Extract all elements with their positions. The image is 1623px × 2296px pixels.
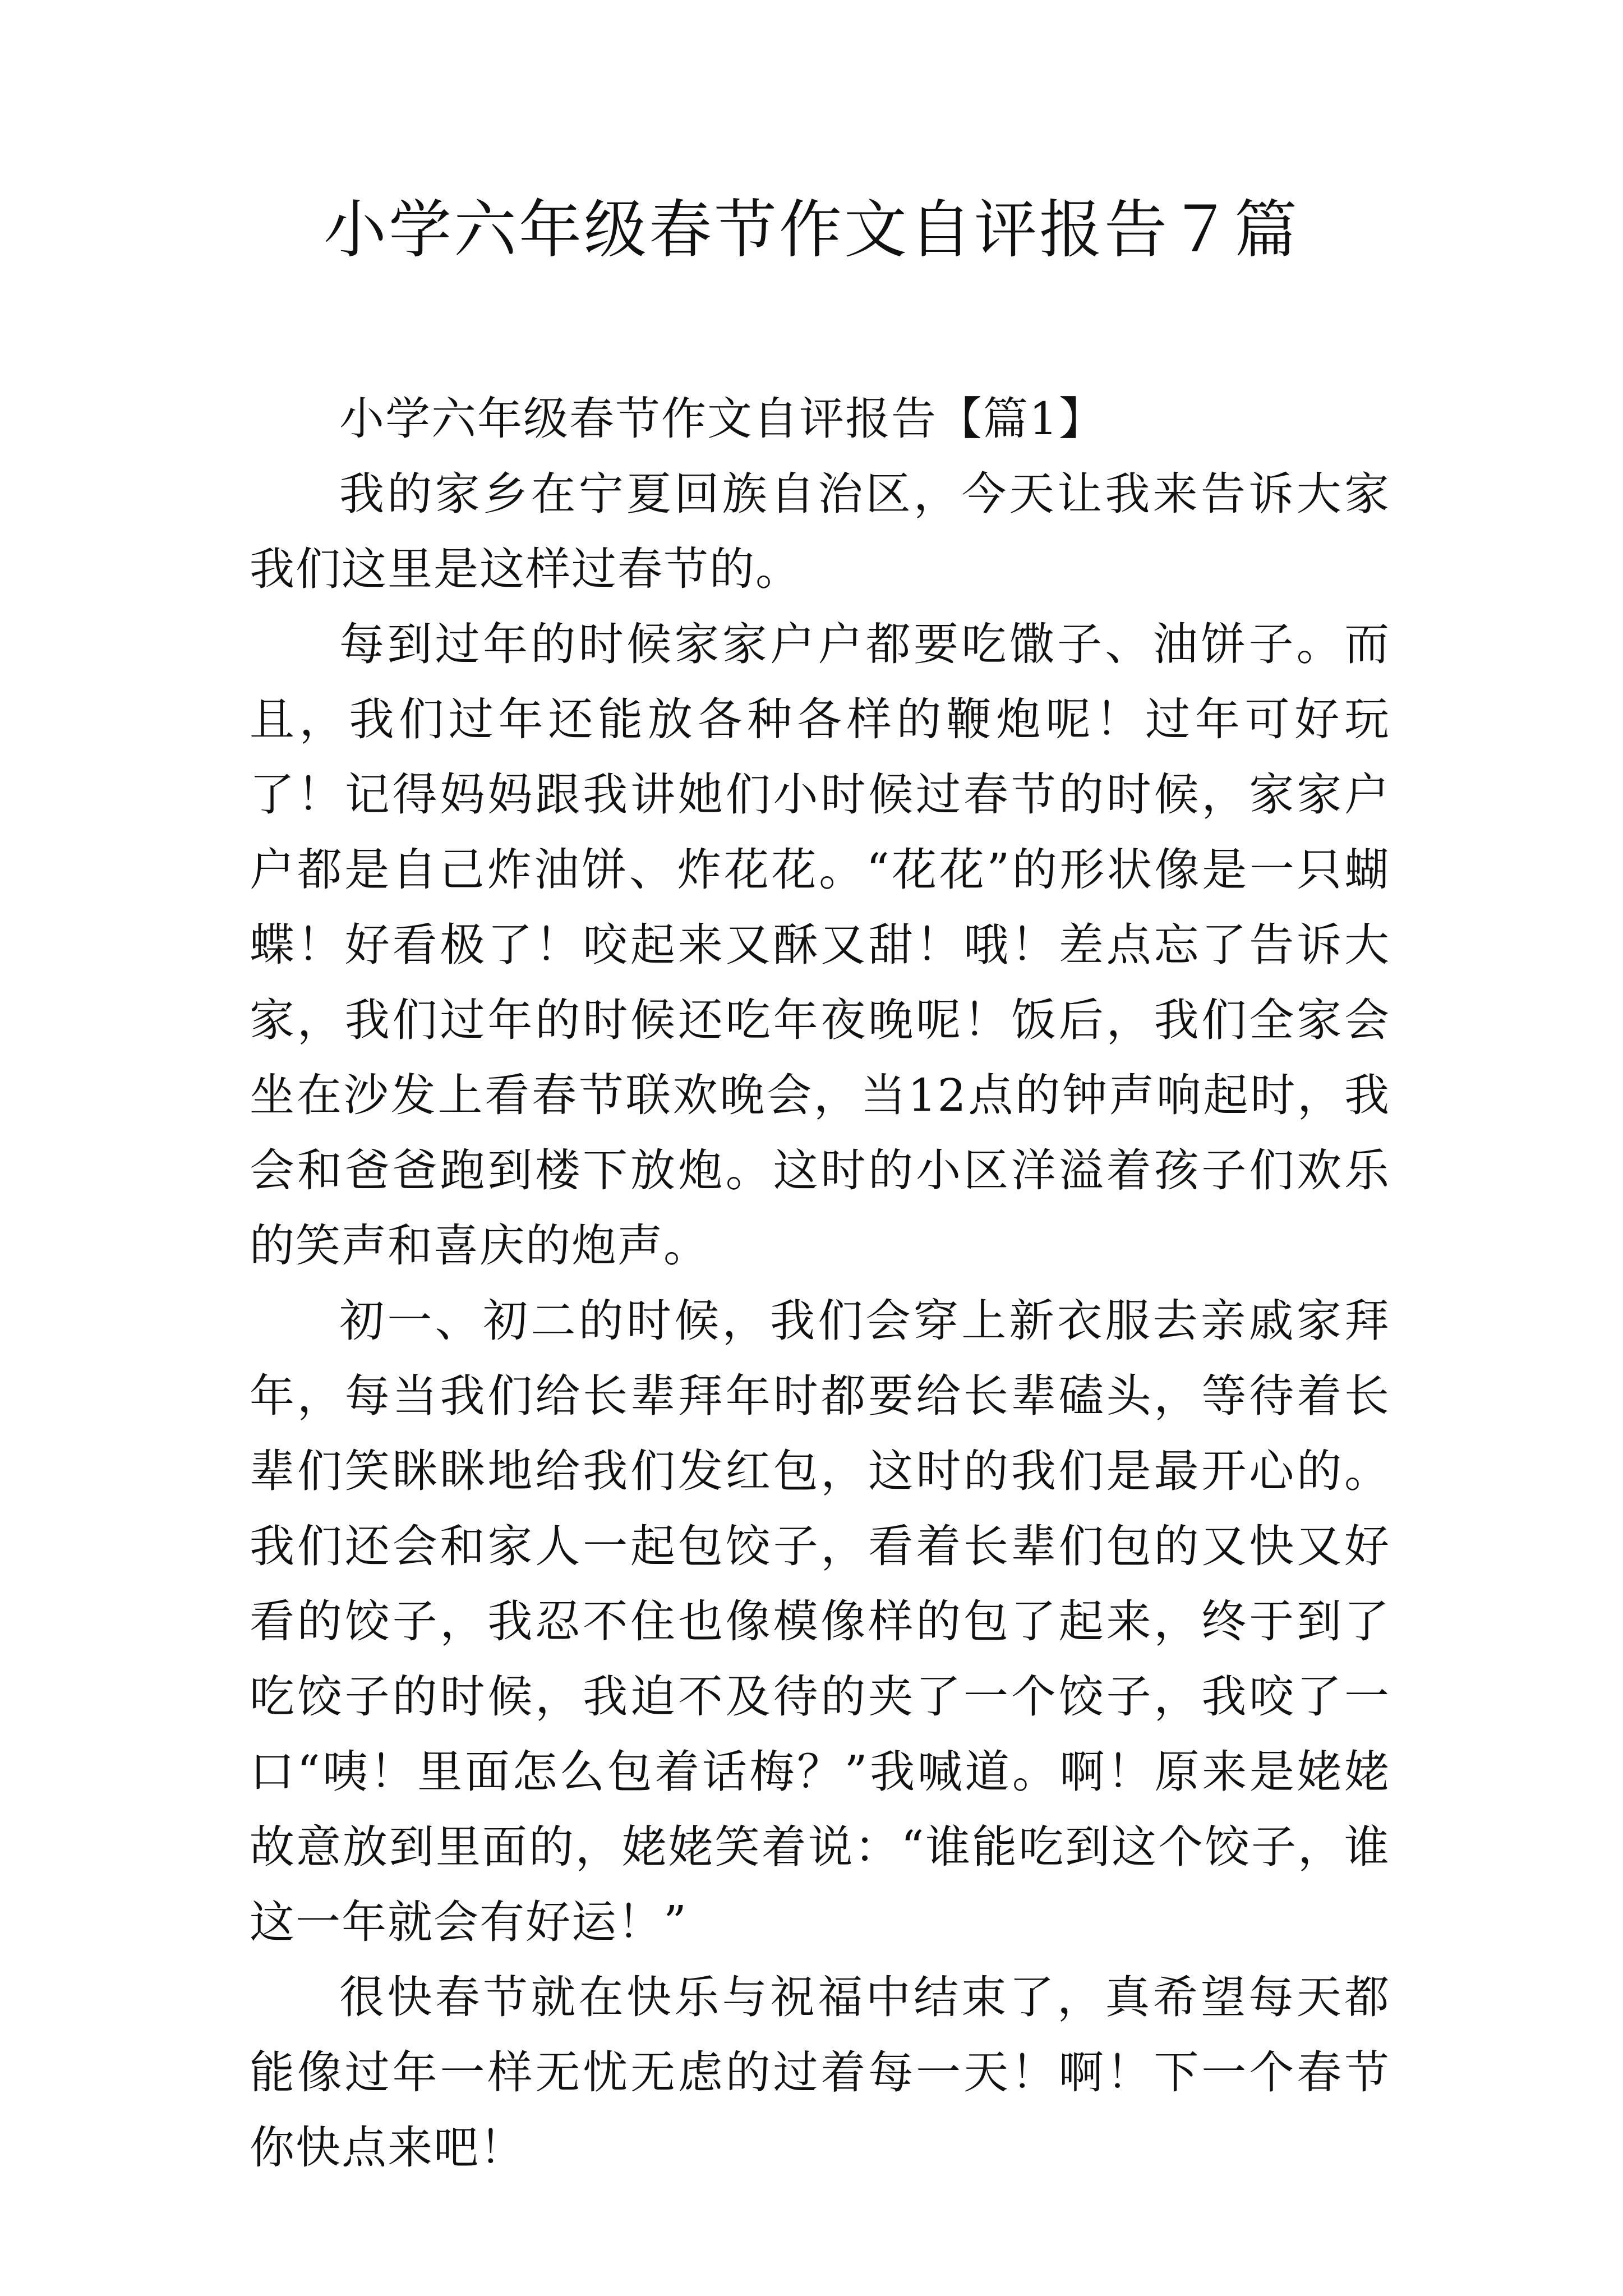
document-title: 小学六年级春节作文自评报告７篇	[324, 194, 1299, 266]
paragraph: 很快春节就在快乐与祝福中结束了，真希望每天都能像过年一样无忧无虑的过着每一天！啊！下一个春节你快点来吧！	[250, 1971, 1390, 2174]
section-heading: 小学六年级春节作文自评报告【篇1】	[339, 393, 1105, 445]
paragraph: 初一、初二的时候，我们会穿上新衣服去亲戚家拜年，每当我们给长辈拜年时都要给长辈磕头，等待着长辈们笑眯眯地给我们发红包，这时的我们是最开心的。我们还会和家人一起包饺子，看着长辈们包的又快又好看的饺子，我忍不住也像模像样的包了起来，终于到了吃饺子的时候，我迫不及待的夹了一个饺子，我咬了一口“咦！里面怎么包着话梅？”我喊道。啊！原来是姥姥故意放到里面的，姥姥笑着说：“谁能吃到这个饺子，谁这一年就会有好运！”	[250, 1295, 1390, 1948]
paragraph: 每到过年的时候家家户户都要吃馓子、油饼子。而且，我们过年还能放各种各样的鞭炮呢！过年可好玩了！记得妈妈跟我讲她们小时候过春节的时候，家家户户都是自己炸油饼、炸花花。“花花”的形状像是一只蝴蝶！好看极了！咬起来又酥又甜！哦！差点忘了告诉大家，我们过年的时候还吃年夜晚呢！饭后，我们全家会坐在沙发上看春节联欢晚会，当12点的钟声响起时，我会和爸爸跑到楼下放炮。这时的小区洋溢着孩子们欢乐的笑声和喜庆的炮声。	[250, 618, 1390, 1272]
paragraph: 我的家乡在宁夏回族自治区，今天让我来告诉大家我们这里是这样过春节的。	[250, 468, 1390, 595]
document-body	[250, 381, 1390, 2185]
